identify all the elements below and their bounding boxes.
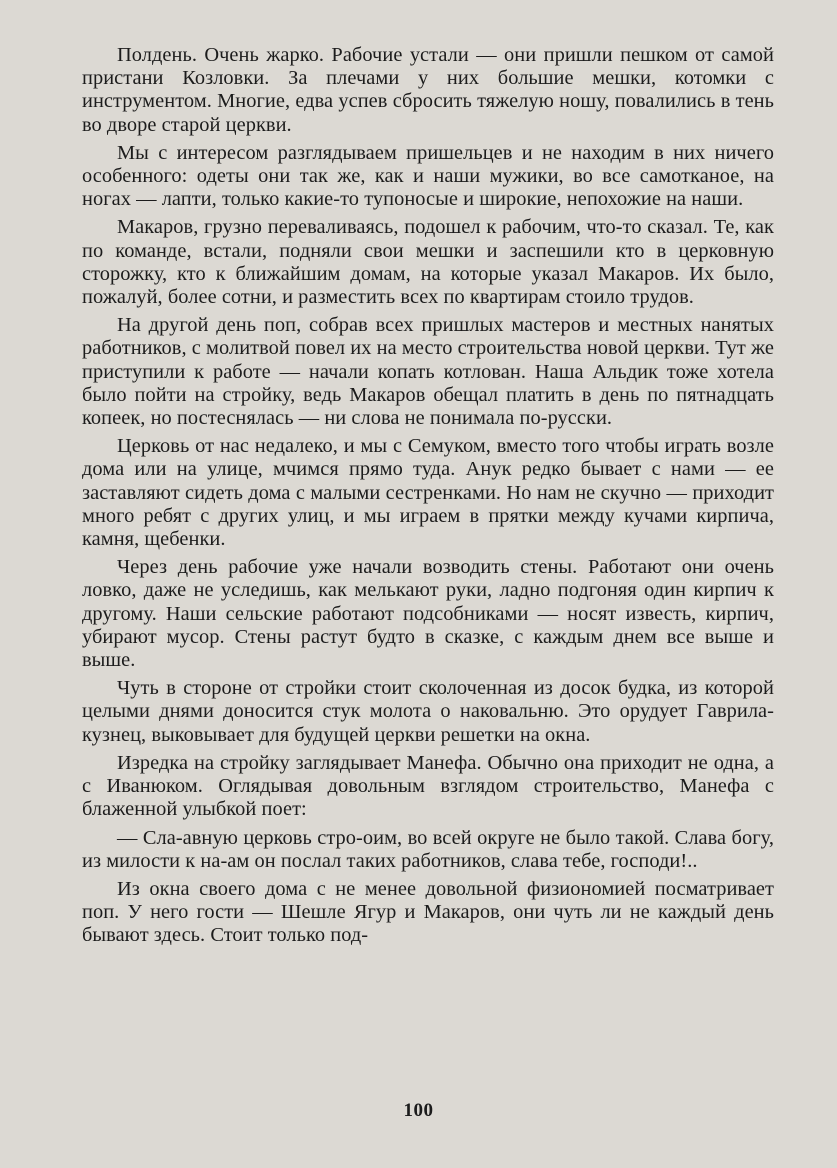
main-text [82,44,774,953]
paragraph-4: На другой день поп, собрав всех пришлых мастеров и местных нанятых работников, с молитвой повел их на место строительства новой церкви. Тут же приступили к работе — начали копать котлован. Наша Альдик тоже хотела было пойти на стройку, ведь Макаров обещал платить в день по пятнадцать копеек, но постеснялась — ни слова не понимала по-русски. [82,314,774,430]
paragraph-7: Чуть в стороне от стройки стоит сколоченная из досок будка, из которой целыми днями доносится стук молота о наковальню. Это орудует Гаврила-кузнец, выковывает для будущей церкви решетки на окна. [82,677,774,746]
paragraph-6: Через день рабочие уже начали возводить стены. Работают они очень ловко, даже не уследишь, как мелькают руки, ладно подгоняя один кирпич к другому. Наши сельские работают подсобниками — носят известь, кирпич, убирают мусор. Стены растут будто в сказке, с каждым днем все выше и выше. [82,556,774,672]
paragraph-5: Церковь от нас недалеко, и мы с Семуком, вместо того чтобы играть возле дома или на улице, мчимся прямо туда. Анук редко бывает с нами — ее заставляют сидеть дома с малыми сестренками. Но нам не скучно — приходит много ребят с других улиц, и мы играем в прятки между кучами кирпича, камня, щебенки. [82,435,774,551]
paragraph-9: — Сла-авную церковь стро-оим, во всей округе не было такой. Слава богу, из милости к на-ам он послал таких работников, слава тебе, господи!.. [82,826,774,872]
paragraph-10: Из окна своего дома с не менее довольной физиономией посматривает поп. У него гости — Шешле Ягур и Макаров, они чуть ли не каждый день бывают здесь. Стоит только под- [82,877,774,947]
paragraph-8: Изредка на стройку заглядывает Манефа. Обычно она приходит не одна, а с Иванюком. Оглядывая довольным взглядом строительство, Манефа с блаженной улыбкой поет: [82,751,774,821]
paragraph-3: Макаров, грузно переваливаясь, подошел к рабочим, что-то сказал. Те, как по команде, встали, подняли свои мешки и заспешили кто в церковную сторожку, кто к ближайшим домам, на которые указал Макаров. Их было, пожалуй, более сотни, и разместить всех по квартирам стоило трудов. [82,216,774,309]
paragraph-1: Полдень. Очень жарко. Рабочие устали — они пришли пешком от самой пристани Козловки. За плечами у них большие мешки, котомки с инструментом. Многие, едва успев сбросить тяжелую ношу, повалились в тень во дворе старой церкви. [82,44,774,136]
paragraph-2: Мы с интересом разглядываем пришельцев и не находим в них ничего особенного: одеты они так же, как и наши мужики, во все самотканое, на ногах — лапти, только какие-то тупоносые и широкие, непохожие на наши. [82,141,774,211]
page-number: 100 [403,1100,434,1121]
